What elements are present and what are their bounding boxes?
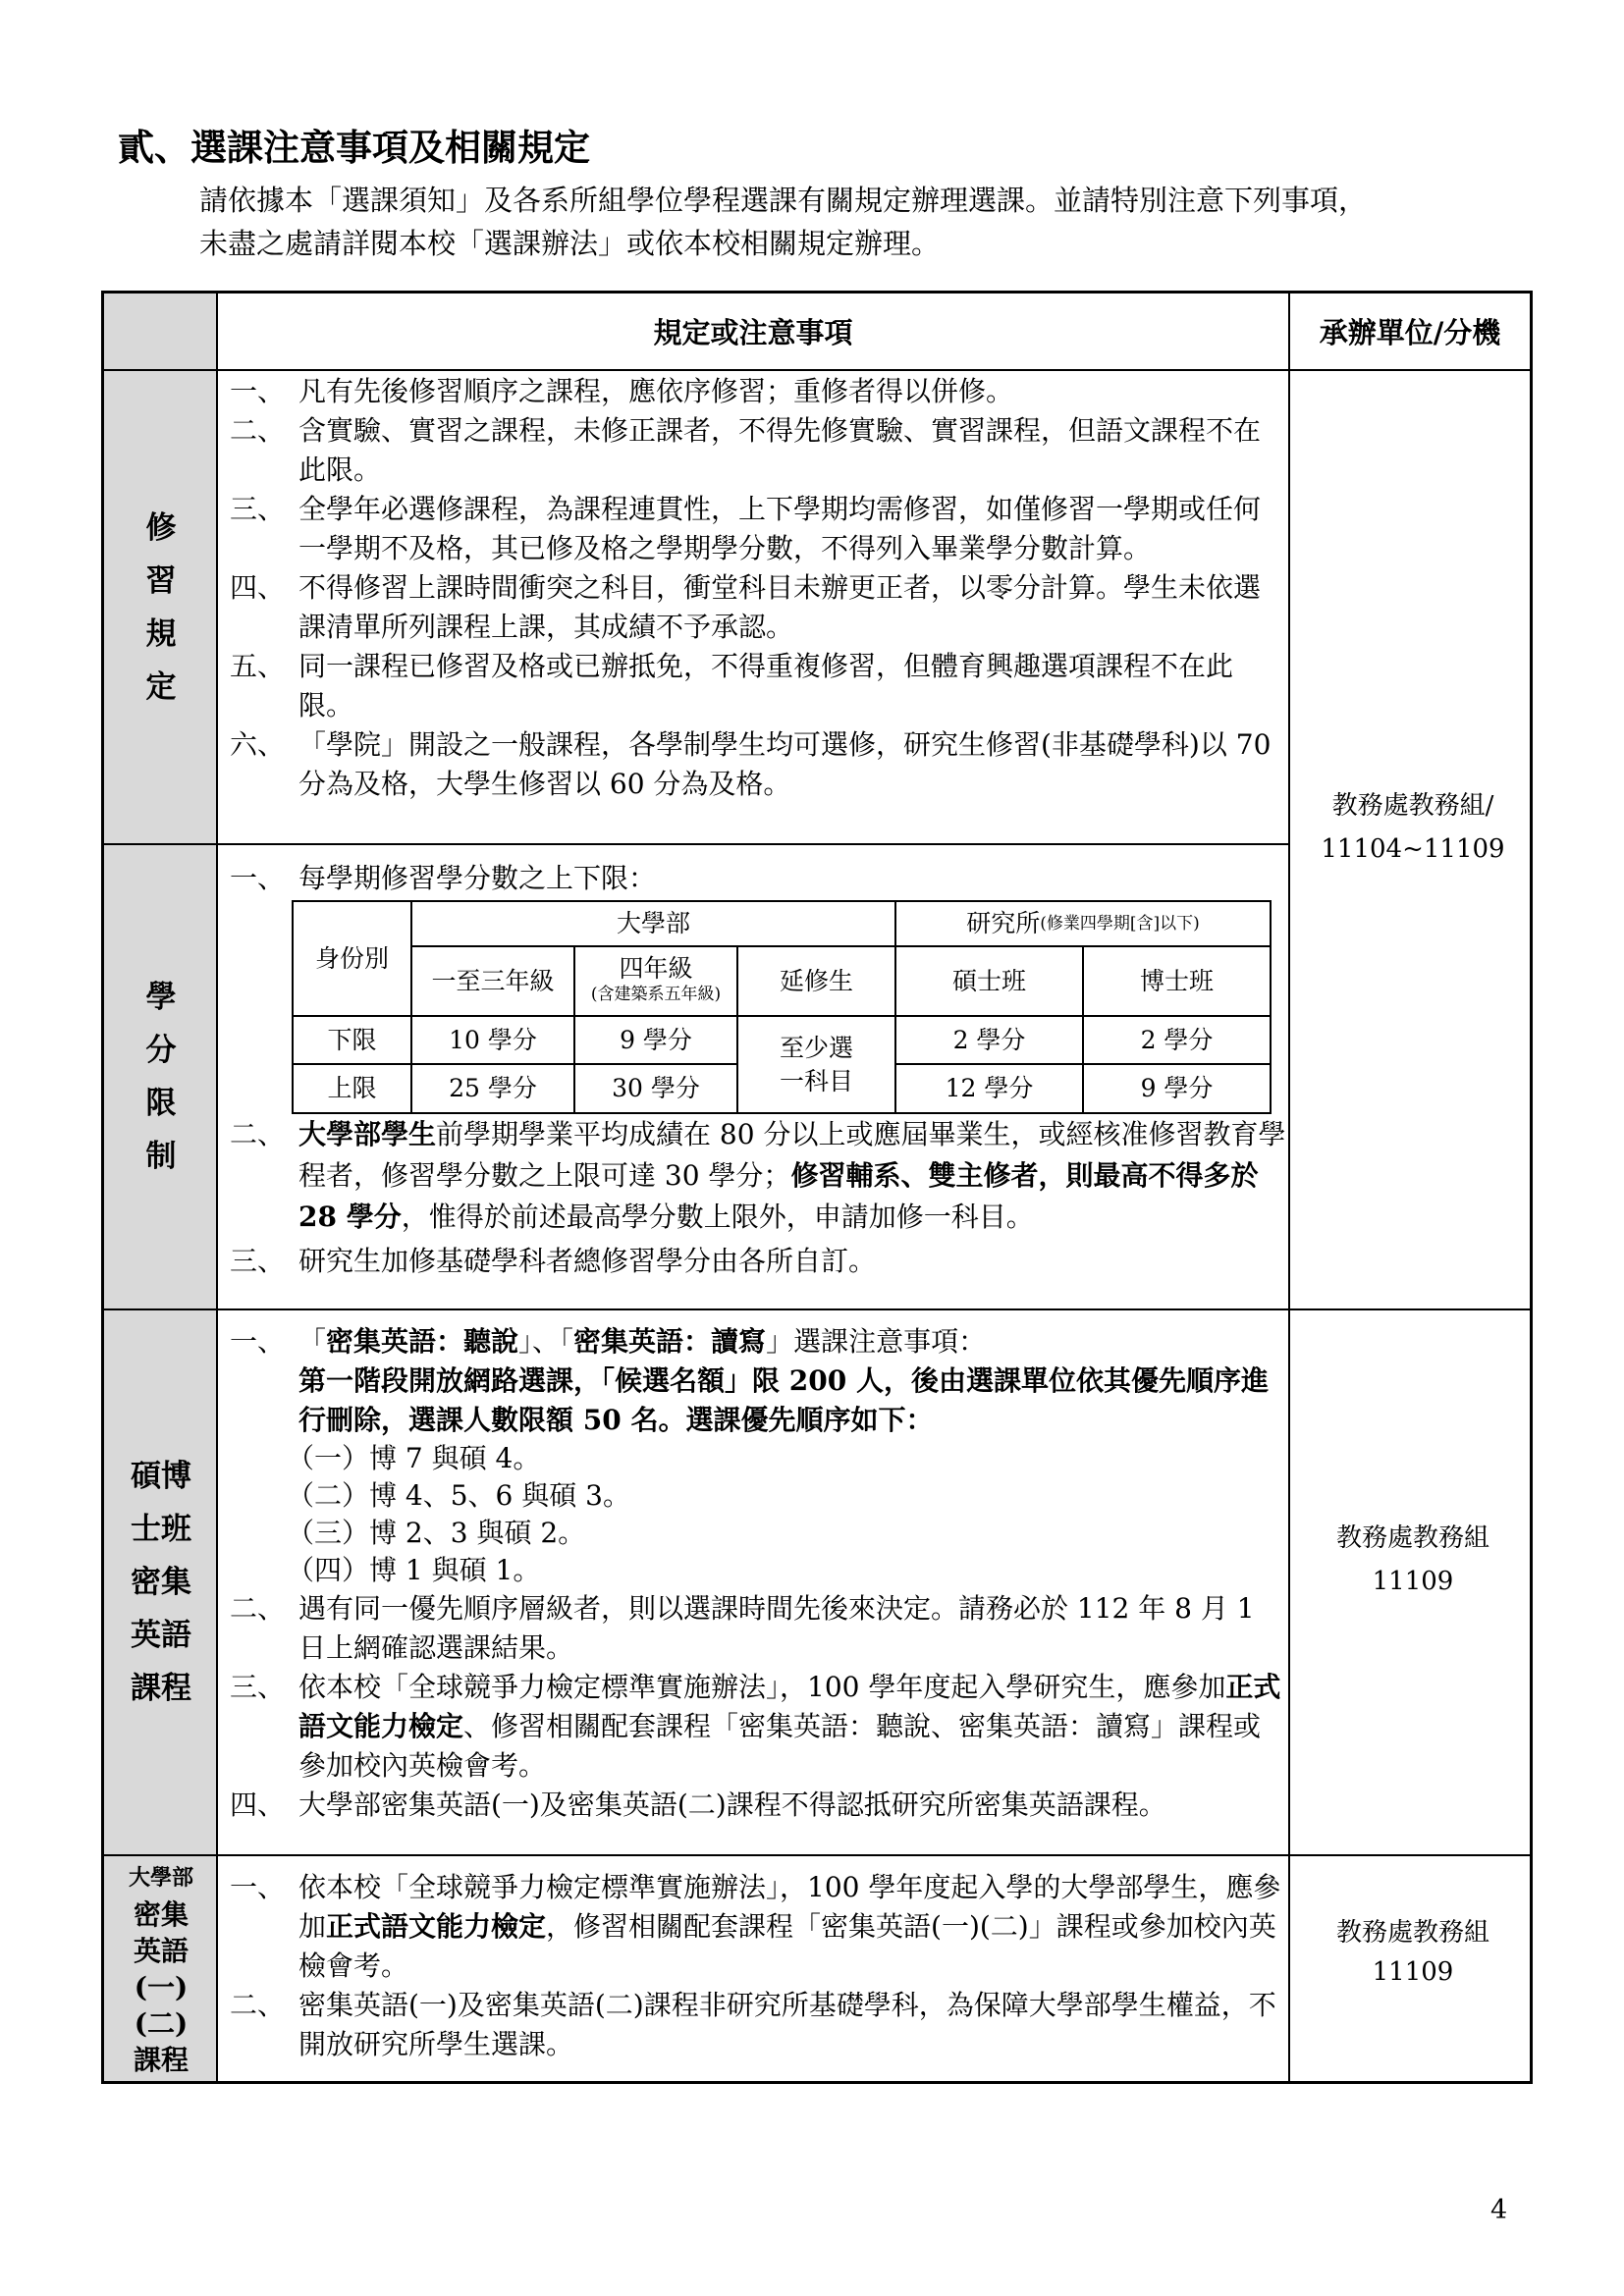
unit-name: 教務處教務組 [1335, 1523, 1489, 1553]
category-credit-limits [104, 845, 218, 1308]
intro-line: 未盡之處請詳閱本校「選課辦法」或依本校相關規定辦理。 [199, 227, 941, 260]
cell-lower-1-3: 10 學分 [449, 1025, 537, 1054]
divider [104, 369, 1530, 371]
category-char: 士班 [131, 1512, 191, 1547]
intro-line: 請依據本「選課須知」及各系所組學位學程選課有關規定辦理選課。並請特別注意下列事項， [199, 184, 1368, 217]
category-study-rules [104, 371, 218, 843]
cell-lower-phd: 2 學分 [1140, 1025, 1214, 1054]
category-char: 規 [145, 615, 177, 652]
cell-year-4 [575, 947, 736, 1015]
priority-item: （四）博 1 與碩 1。 [287, 1554, 541, 1586]
cell-upper-1-3: 25 學分 [449, 1074, 537, 1102]
cell-extended: 延修生 [779, 966, 853, 995]
category-char: 英語 [131, 1618, 191, 1653]
extended-value-line: 一科目 [779, 1066, 853, 1095]
category-char: 學 [145, 980, 177, 1015]
grad-english-list [230, 1322, 1286, 1825]
undergrad-english-list [230, 1868, 1286, 2064]
category-char: 大學部 [128, 1864, 193, 1891]
credit-limits-item1 [230, 859, 1286, 898]
cell-grad [896, 902, 1270, 945]
divider [104, 1308, 1530, 1310]
list-item: 二、 密集英語(一)及密集英語(二)課程非研究所基礎學科，為保障大學部學生權益，不開放研究所學生選課。 [230, 1989, 1276, 2060]
category-undergrad-english [104, 1856, 218, 2081]
credit-limit-table [292, 900, 1272, 1114]
header-content: 規定或注意事項 [653, 316, 853, 349]
category-char: 密集 [133, 1897, 189, 1931]
category-char: (一) [134, 1970, 189, 2003]
list-item: 四、 大學部密集英語(一)及密集英語(二)課程不得認抵研究所密集英語課程。 [230, 1789, 1166, 1821]
category-char: 分 [145, 1033, 177, 1068]
list-item: 一、 「密集英語：聽說」、「密集英語：讀寫」選課注意事項： 第一階段開放網路選課，「候選名額」限 200 人，後由選課單位依其優先順序進行刪除，選課人數限額 50 名。選課優先順序如下： [230, 1325, 1269, 1436]
category-char: 習 [145, 562, 177, 599]
header-unit: 承辦單位/分機 [1319, 316, 1501, 349]
list-item: 五、 同一課程已修習及格或已辦抵免，不得重複修習，但體育興趣選項課程不在此限。 [230, 650, 1234, 721]
cell-phd: 博士班 [1139, 966, 1214, 995]
category-char: 課程 [133, 2043, 189, 2076]
cell-undergrad: 大學部 [616, 909, 690, 937]
list-item: 一、 依本校「全球競爭力檢定標準實施辦法」，100 學年度起入學的大學部學生，應參加正式語文能力檢定，修習相關配套課程「密集英語(一)(二)」課程或參加校內英檢會考。 [230, 1871, 1281, 1982]
category-char: 定 [145, 668, 177, 705]
list-item: 一、 每學期修習學分數之上下限： [230, 862, 657, 894]
cell-upper-label: 上限 [327, 1074, 377, 1102]
unit-name: 教務處教務組/ [1331, 791, 1494, 821]
credit-limits-rest [230, 1114, 1286, 1281]
unit-cell-3 [1290, 1913, 1536, 1992]
category-char: 限 [145, 1086, 177, 1121]
cell-lower-master: 2 學分 [952, 1025, 1026, 1054]
divider [104, 843, 1290, 845]
unit-extension: 11109 [1372, 1957, 1454, 1987]
grad-label: 研究所 [966, 909, 1041, 937]
priority-item: （三）博 2、3 與碩 2。 [287, 1517, 586, 1549]
page-number: 4 [1490, 2195, 1508, 2225]
cell-lower-4: 9 學分 [620, 1025, 692, 1054]
cell-upper-phd: 9 學分 [1140, 1074, 1214, 1102]
intro-paragraph [199, 179, 1535, 265]
category-char: 修 [145, 509, 177, 546]
extended-value-line: 至少選 [779, 1033, 853, 1062]
category-grad-english [104, 1310, 218, 1854]
unit-extension: 11104~11109 [1321, 834, 1505, 864]
list-item: 三、 全學年必選修課程，為課程連貫性，上下學期均需修習，如僅修習一學期或任何一學期不及格，其已修及格之學期學分數，不得列入畢業學分數計算。 [230, 493, 1262, 564]
priority-item: （一）博 7 與碩 4。 [287, 1442, 541, 1474]
list-item: 六、 「學院」開設之一般課程，各學制學生均可選修，研究生修習(非基礎學科)以 70 分為及格，大學生修習以 60 分為及格。 [230, 728, 1272, 800]
list-item: 四、 不得修習上課時間衝突之科目，衝堂科目未辦更正者，以零分計算。學生未依選課清單所列課程上課，其成績不予承認。 [230, 571, 1262, 643]
category-char: 制 [145, 1139, 177, 1174]
list-item: 二、 遇有同一優先順序層級者，則以選課時間先後來決定。請務必於 112 年 8 月 1 日上網確認選課結果。 [230, 1592, 1255, 1664]
grad-note: (修業四學期[含]以下) [1040, 914, 1200, 934]
category-char: (二) [134, 2006, 189, 2040]
regulations-table [101, 291, 1533, 2084]
study-rules-list [230, 372, 1286, 804]
priority-item: （二）博 4、5、6 與碩 3。 [287, 1479, 630, 1512]
list-item: 三、 依本校「全球競爭力檢定標準實施辦法」，100 學年度起入學研究生，應參加正式語文能力檢定、修習相關配套課程「密集英語：聽說、密集英語：讀寫」課程或參加校內英檢會考。 [230, 1671, 1281, 1782]
category-char: 課程 [131, 1671, 191, 1706]
list-item: 二、 含實驗、實習之課程，未修正課者，不得先修實驗、實習課程，但語文課程不在此限。 [230, 414, 1262, 486]
unit-name: 教務處教務組 [1335, 1918, 1489, 1948]
list-item: 一、 凡有先後修習順序之課程，應依序修習；重修者得以併修。 [230, 375, 1014, 407]
section-title: 貳、選課注意事項及相關規定 [118, 126, 590, 169]
cell-upper-master: 12 學分 [945, 1074, 1034, 1102]
unit-cell-2 [1290, 1517, 1536, 1603]
divider [1288, 294, 1290, 2081]
list-item: 三、 研究生加修基礎學科者總修習學分由各所自訂。 [230, 1245, 877, 1277]
category-char: 密集 [131, 1565, 191, 1600]
cell-year-1-3: 一至三年級 [431, 966, 555, 995]
category-char: 碩博 [131, 1459, 191, 1494]
cell-identity: 身份別 [314, 943, 389, 973]
cell-master: 碩士班 [951, 966, 1026, 995]
unit-cell-1 [1290, 784, 1536, 871]
unit-extension: 11109 [1372, 1567, 1454, 1596]
year-4-note: (含建築系五年級) [590, 984, 722, 1004]
cell-extended-value [738, 1017, 894, 1112]
list-item: 二、 大學部學生前學期學業平均成績在 80 分以上或應屆畢業生，或經核准修習教育學程者，修習學分數之上限可達 30 學分；修習輔系、雙主修者，則最高不得多於 28 學分，惟得於前述最高學分數上限外，申請加修一科目。 [230, 1118, 1286, 1233]
cell-lower-label: 下限 [327, 1025, 377, 1054]
category-char: 英語 [133, 1934, 189, 1967]
divider [104, 1854, 1530, 1856]
year-4-label: 四年級 [619, 953, 693, 983]
cell-upper-4: 30 學分 [612, 1074, 700, 1102]
